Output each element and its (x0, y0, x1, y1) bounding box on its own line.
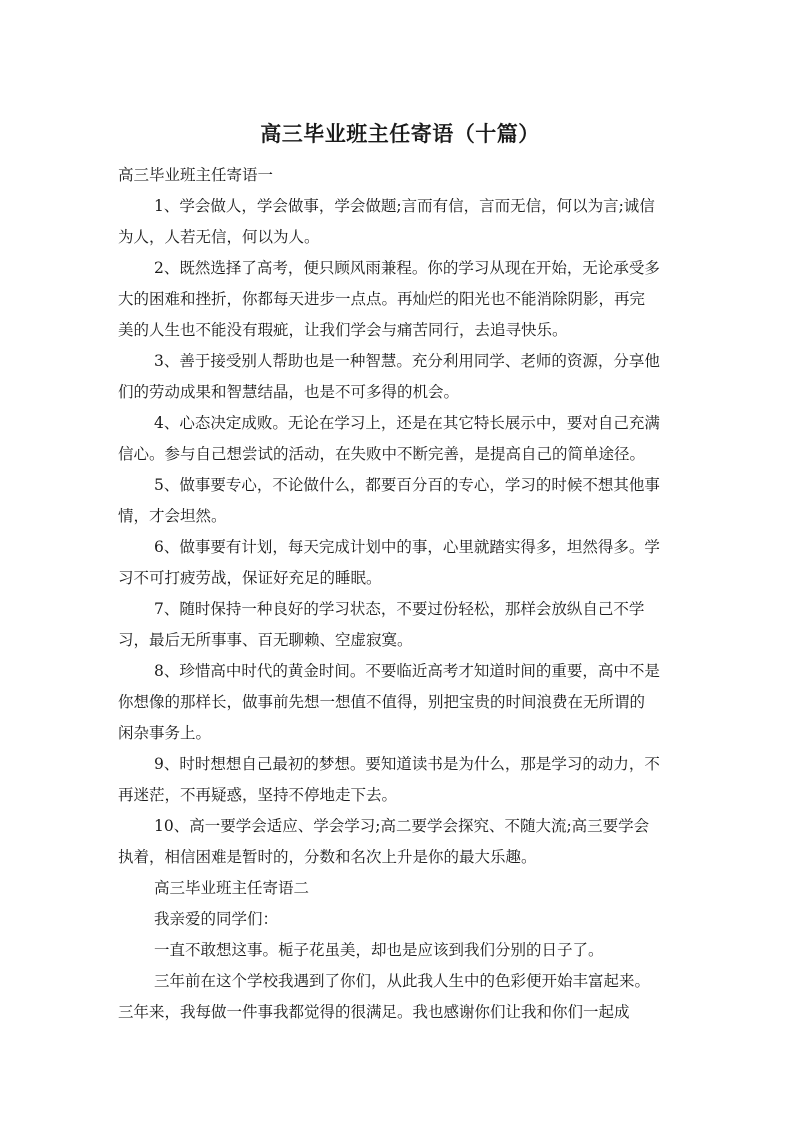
text-line: 习不可打疲劳战，保证好充足的睡眠。 (118, 569, 382, 587)
text-line: 一直不敢想这事。栀子花虽美，却也是应该到我们分别的日子了。 (154, 941, 604, 959)
text-line: 信心。参与自己想尝试的活动，在失败中不断完善，是提高自己的简单途径。 (118, 445, 646, 463)
text-line: 你想像的那样长，做事前先想一想值不值得，别把宝贵的时间浪费在无所谓的 (118, 693, 646, 711)
text-line: 我亲爱的同学们： (154, 910, 279, 928)
text-line: 三年来，我每做一件事我都觉得的很满足。我也感谢你们让我和你们一起成 (118, 1003, 630, 1021)
text-line: 1、学会做人，学会做事，学会做题;言而有信，言而无信，何以为言;诚信 (154, 197, 655, 215)
text-line: 们的劳动成果和智慧结晶，也是不可多得的机会。 (118, 383, 460, 401)
document-title: 高三毕业班主任寄语（十篇） (260, 122, 540, 146)
text-line: 高三毕业班主任寄语二 (154, 879, 310, 897)
text-line: 闲杂事务上。 (118, 724, 212, 742)
text-line: 10、高一要学会适应、学会学习;高二要学会探究、不随大流;高三要学会 (154, 817, 650, 835)
text-line: 为人，人若无信，何以为人。 (118, 228, 320, 246)
text-line: 美的人生也不能没有瑕疵，让我们学会与痛苦同行，去追寻快乐。 (118, 321, 568, 339)
text-line: 三年前在这个学校我遇到了你们，从此我人生中的色彩便开始丰富起来。 (154, 972, 651, 990)
text-line: 3、善于接受别人帮助也是一种智慧。充分利用同学、老师的资源，分享他 (154, 352, 660, 370)
text-line: 8、珍惜高中时代的黄金时间。不要临近高考才知道时间的重要，高中不是 (154, 662, 660, 680)
text-line: 9、时时想想自己最初的梦想。要知道读书是为什么，那是学习的动力，不 (154, 755, 660, 773)
text-line: 情，才会坦然。 (118, 507, 227, 525)
text-line: 6、做事要有计划，每天完成计划中的事，心里就踏实得多，坦然得多。学 (154, 538, 660, 556)
text-line: 执着，相信困难是暂时的，分数和名次上升是你的最大乐趣。 (118, 848, 537, 866)
text-line: 高三毕业班主任寄语一 (118, 166, 274, 184)
text-line: 2、既然选择了高考，便只顾风雨兼程。你的学习从现在开始，无论承受多 (154, 259, 660, 277)
document-body (118, 160, 678, 1028)
text-line: 再迷茫，不再疑惑，坚持不停地走下去。 (118, 786, 398, 804)
text-line: 7、随时保持一种良好的学习状态，不要过份轻松，那样会放纵自己不学 (154, 600, 645, 618)
text-line: 习，最后无所事事、百无聊赖、空虚寂寞。 (118, 631, 413, 649)
text-line: 4、心态决定成败。无论在学习上，还是在其它特长展示中，要对自己充满 (154, 414, 660, 432)
text-line: 5、做事要专心，不论做什么，都要百分百的专心，学习的时候不想其他事 (154, 476, 660, 494)
text-line: 大的困难和挫折，你都每天进步一点点。再灿烂的阳光也不能消除阴影，再完 (118, 290, 646, 308)
